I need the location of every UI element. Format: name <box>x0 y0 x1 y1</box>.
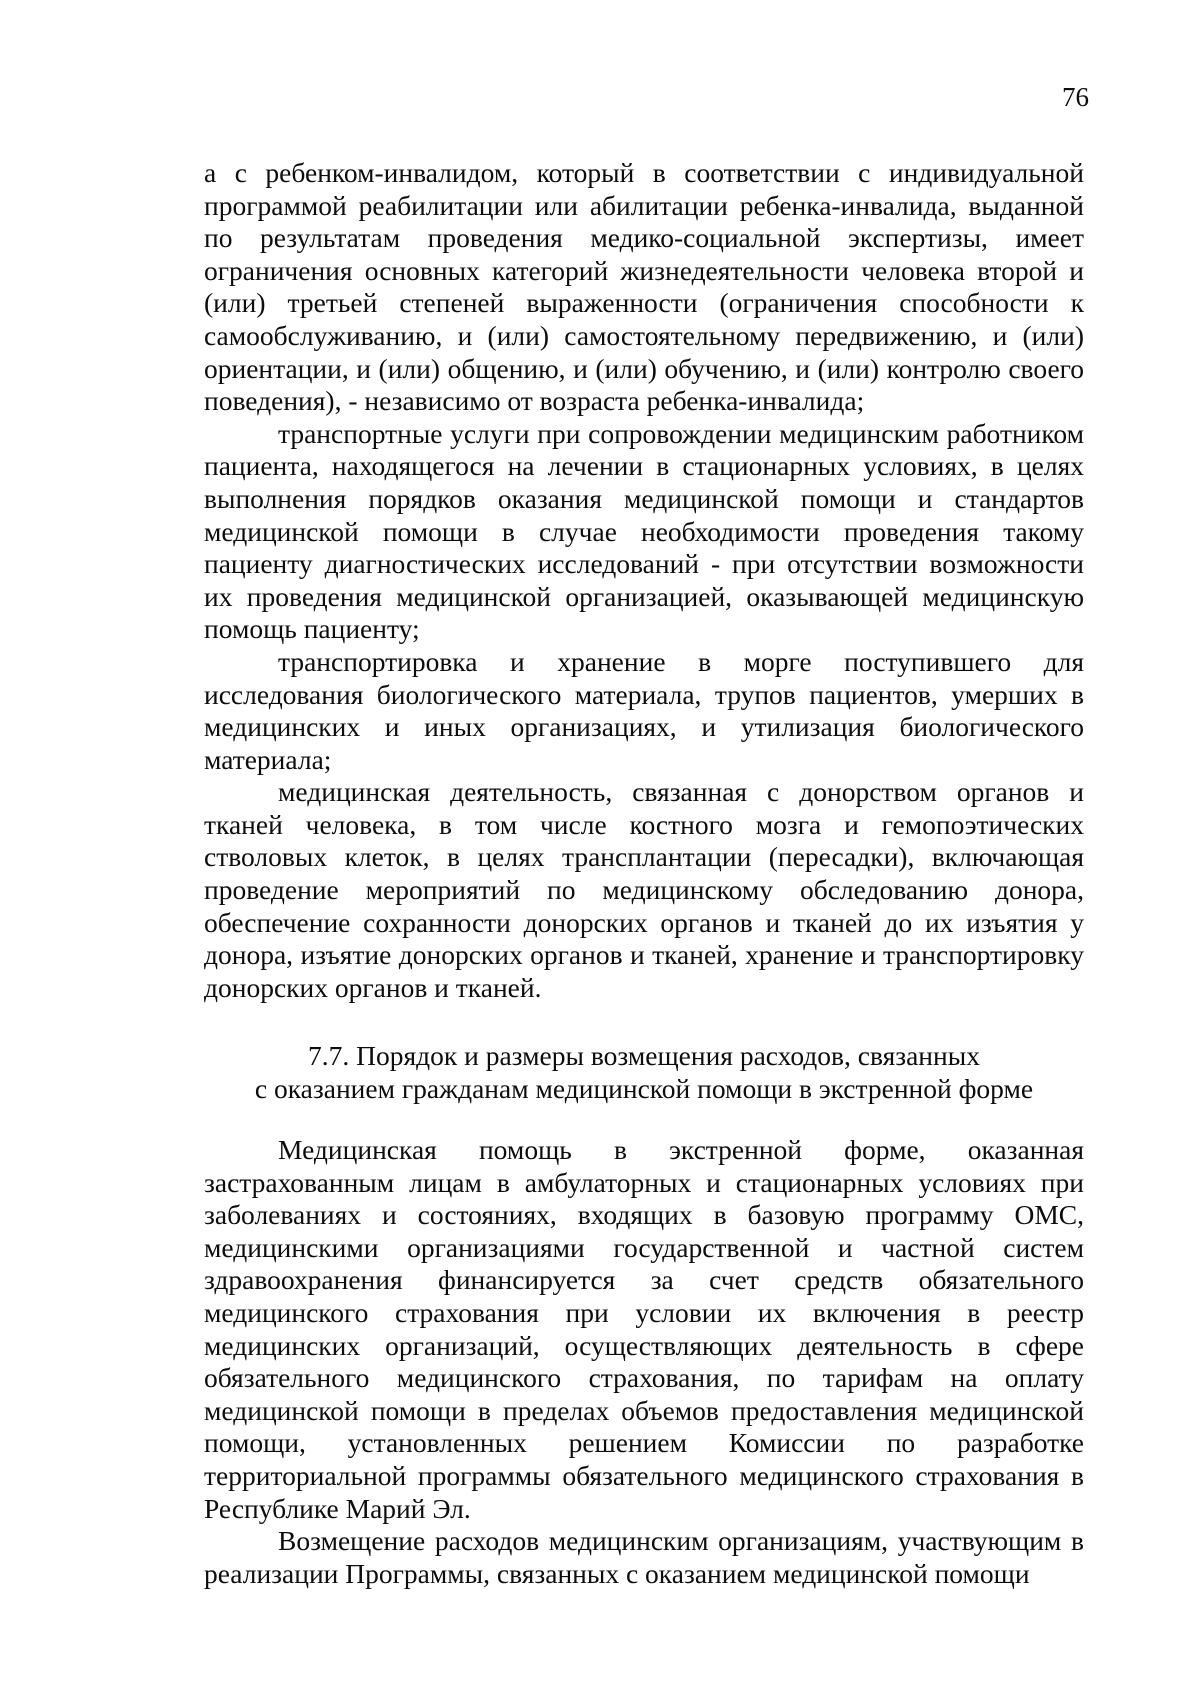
section-heading-line: 7.7. Порядок и размеры возмещения расходов, связанных <box>308 1040 980 1071</box>
page-number: 76 <box>1062 82 1089 112</box>
paragraph: Медицинская помощь в экстренной форме, оказанная застрахованным лицам в амбулаторных и стационарных условиях при заболеваниях и состояниях, входящих в базовую программу ОМС, медицинскими организациями государственной и частной систем здравоохранения финансируется за счет средств обязательного медицинского страхования при условии их включения в реестр медицинских организаций, осуществляющих деятельность в сфере обязательного медицинского страхования, по тарифам на оплату медицинской помощи в пределах объемов предоставления медицинской помощи, установленных решением Комиссии по разработке территориальной программы обязательного медицинского страхования в Республике Марий Эл. <box>204 1134 1084 1524</box>
paragraph: транспортировка и хранение в морге поступившего для исследования биологического материала, трупов пациентов, умерших в медицинских и иных организациях, и утилизация биологического материала; <box>204 645 1084 775</box>
section-heading-line: с оказанием гражданам медицинской помощи в экстренной форме <box>254 1072 1034 1104</box>
body-text-bottom <box>204 1134 1084 1590</box>
paragraph: медицинская деятельность, связанная с донорством органов и тканей человека, в том числе костного мозга и гемопоэтических стволовых клеток, в целях трансплантации (пересадки), включающая проведение мероприятий по медицинскому обследованию донора, обеспечение сохранности донорских органов и тканей до их изъятия у донора, изъятие донорских органов и тканей, хранение и транспортировку донорских органов и тканей. <box>204 776 1084 1003</box>
paragraph: а с ребенком-инвалидом, который в соответствии с индивидуальной программой реабилитации или абилитации ребенка-инвалида, выданной по результатам проведения медико-социальной экспертизы, имеет ограничения основных категорий жизнедеятельности человека второй и (или) третьей степеней выраженности (ограничения способности к самообслуживанию, и (или) самостоятельному передвижению, и (или) ориентации, и (или) общению, и (или) обучению, и (или) контролю своего поведения), - независимо от возраста ребенка-инвалида; <box>204 157 1084 417</box>
paragraph: транспортные услуги при сопровождении медицинским работником пациента, находящегося на лечении в стационарных условиях, в целях выполнения порядков оказания медицинской помощи и стандартов медицинской помощи в случае необходимости проведения такому пациенту диагностических исследований - при отсутствии возможности их проведения медицинской организацией, оказывающей медицинскую помощь пациенту; <box>204 417 1084 645</box>
body-text-top <box>204 157 1084 1004</box>
section-heading <box>204 1040 1084 1105</box>
paragraph: Возмещение расходов медицинским организациям, участвующим в реализации Программы, связанных с оказанием медицинской помощи <box>204 1525 1084 1589</box>
